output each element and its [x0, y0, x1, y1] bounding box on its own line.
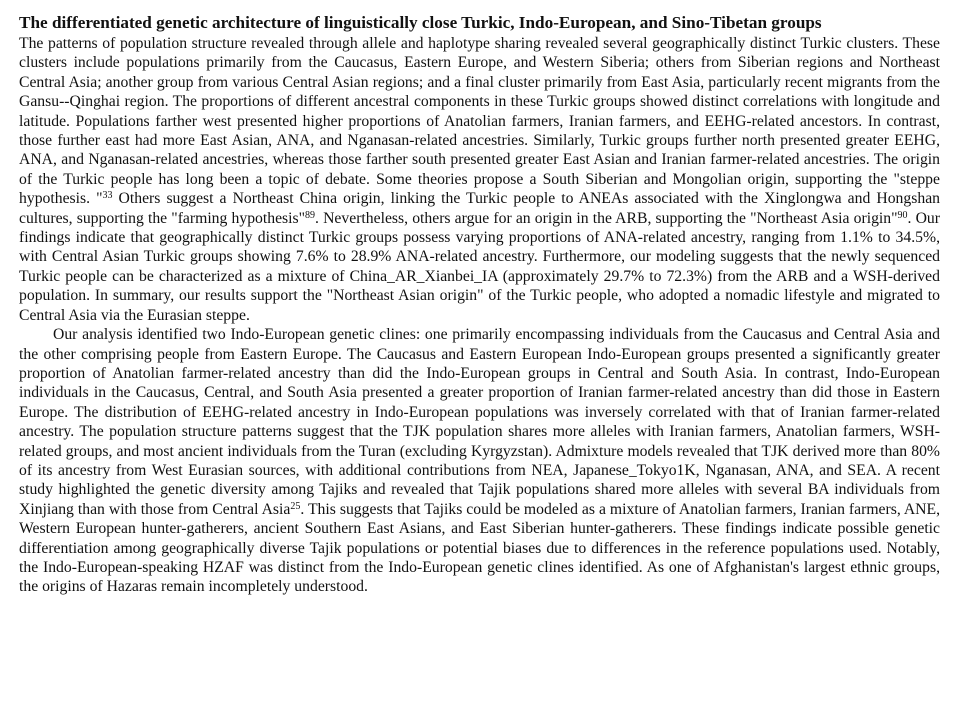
- text-run: . This suggests that Tajiks could be modeled as a mixture of Anatolian farmers, Iranian farmers, ANE, Western European hunter-gatherers, ancient Southern East Asians, and East Siberian hunter-gatherers. These findings indicate possible genetic differentiation among geographically diverse Tajik populations or potential biases due to differences in the reference populations used. Notably, the Indo-European-speaking HZAF was distinct from the Indo-European genetic clines identified. As one of Afghanistan's largest ethnic groups, the origins of Hazaras remain incompletely understood.: [19, 500, 941, 596]
- citation-ref: 89: [305, 209, 316, 221]
- text-run: The patterns of population structure revealed through allele and haplotype sharing revealed several geographically distinct Turkic clusters. These clusters include populations primarily from the Caucasus, Eastern Europe, and Western Siberia; others from Siberian regions and Northeast Central Asia; another group from various Central Asian regions; and a final cluster primarily from East Asia, particularly recent migrants from the Gansu--Qinghai region. The proportions of different ancestral components in these Turkic groups showed distinct correlations with longitude and latitude. Populations farther west presented higher proportions of Anatolian farmers, Iranian farmers, and EEHG-related ancestors. In contrast, those further east had more East Asian, ANA, and Nganasan-related ancestries. Similarly, Turkic groups further north presented greater EEHG, ANA, and Nganasan-related ancestries, whereas those farther south presented greater East Asian and Iranian farmer-related ancestries. The origin of the Turkic people has long been a topic of debate. Some theories propose a South Siberian and Mongolian origin, supporting the "steppe hypothesis. ": [19, 35, 940, 208]
- text-run: . Our findings indicate that geographically distinct Turkic groups possess varying proportions of ANA-related ancestry, ranging from 1.1% to 34.5%, with Central Asian Turkic groups showing 7.6% to 28.9% ANA-related ancestry. Furthermore, our modeling suggests that the newly sequenced Turkic people can be characterized as a mixture of China_AR_Xianbei_IA (approximately 29.7% to 72.3%) from the ARB and a WSH-derived population. In summary, our results support the "Northeast Asian origin" of the Turkic people, who adopted a nomadic lifestyle and migrated to Central Asia via the Eurasian steppe.: [19, 209, 940, 324]
- document-page: [19, 12, 940, 597]
- text-run: Our analysis identified two Indo-European genetic clines: one primarily encompassing individuals from the Caucasus and Central Asia and the other comprising people from Eastern Europe. The Caucasus and Eastern European Indo-European groups presented a significantly greater proportion of Anatolian farmer-related ancestry than did the Indo-European groups in Central and South Asia. In contrast, Indo-European individuals in the Caucasus, Central, and South Asia presented a greater proportion of Iranian farmer-related ancestry than did those in Eastern Europe. The distribution of EEHG-related ancestry in Indo-European populations was inversely correlated with that of Iranian farmer-related ancestry. The population structure patterns suggest that the TJK population shares more alleles with Iranian farmers, Anatolian farmers, WSH-related groups, and most ancient individuals from the Turan (excluding Kyrgyzstan). Admixture models revealed that TJK derived more than 80% of its ancestry from West Eurasian sources, with additional contributions from NEA, Japanese_Tokyo1K, Nganasan, ANA, and SEA. A recent study highlighted the genetic diversity among Tajiks and revealed that Tajik populations shared more alleles with several BA individuals from Xinjiang than with those from Central Asia: [19, 326, 940, 518]
- citation-ref: 33: [102, 190, 113, 202]
- text-run: Others suggest a Northeast China origin, linking the Turkic people to ANEAs associated with the Xinglongwa and Hongshan cultures, supporting the "farming hypothesis": [19, 190, 941, 227]
- section-title: The differentiated genetic architecture of linguistically close Turkic, Indo-European, and Sino-Tibetan groups: [19, 13, 822, 32]
- citation-ref: 90: [897, 209, 908, 221]
- citation-ref: 25: [290, 500, 301, 512]
- body-text: [19, 34, 940, 597]
- paragraph-indo-european: [19, 325, 940, 597]
- text-run: . Nevertheless, others argue for an origin in the ARB, supporting the "Northeast Asia origin": [315, 209, 898, 227]
- paragraph-turkic: [19, 34, 940, 325]
